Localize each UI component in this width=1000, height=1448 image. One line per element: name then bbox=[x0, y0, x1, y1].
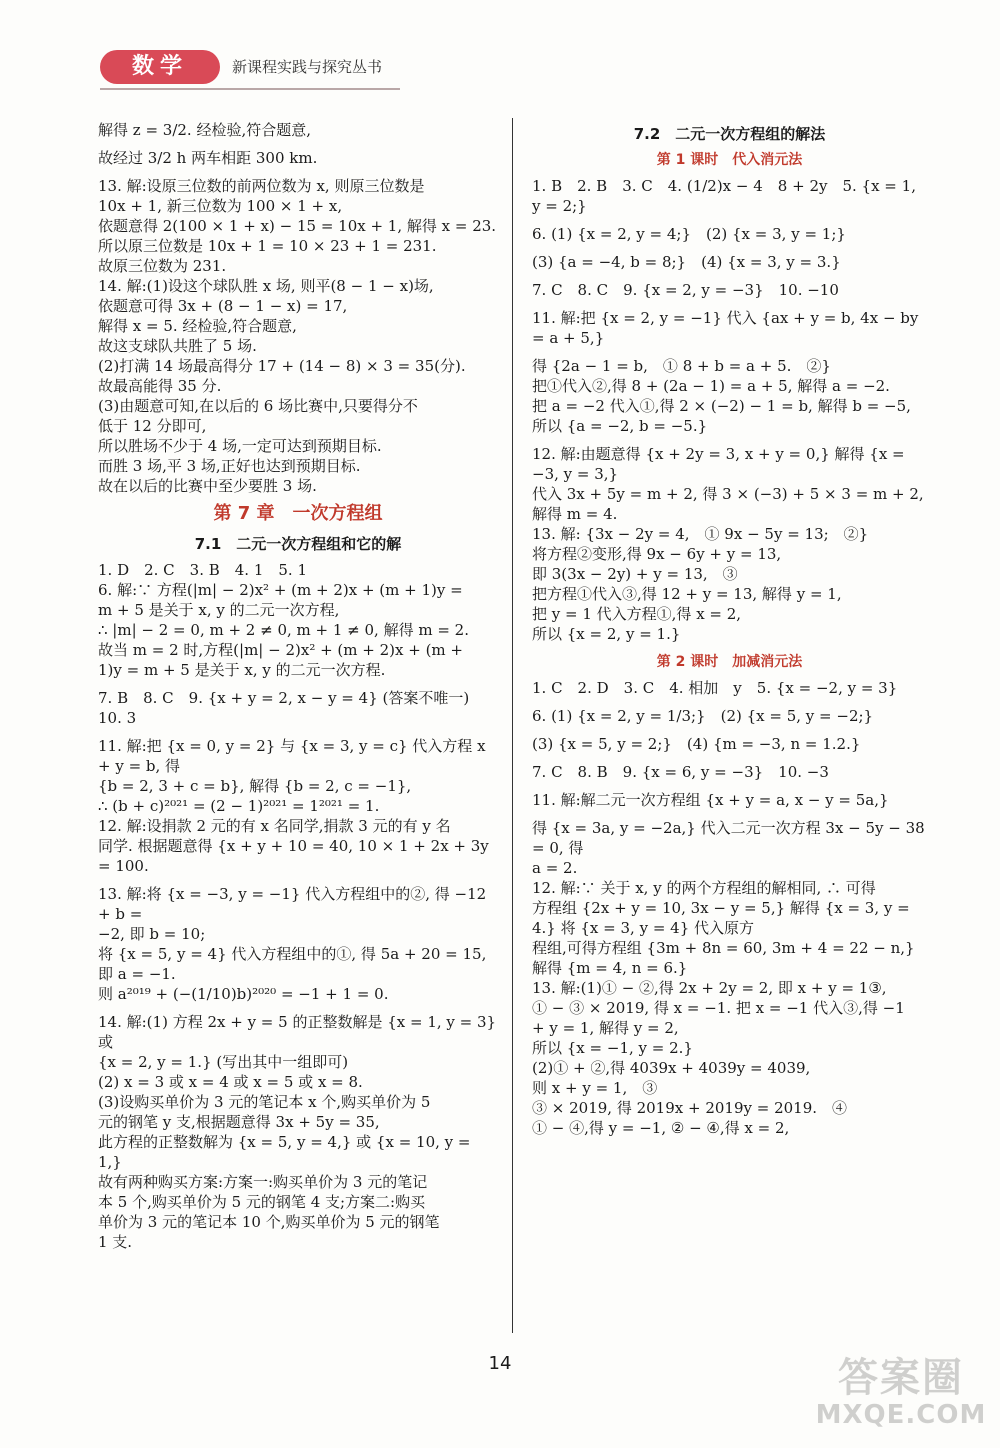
answer-line: + y = 1, 解得 y = 2, bbox=[532, 1019, 679, 1037]
answer-line: 12. 解:由题意得 {x + 2y = 3, x + y = 0,} 解得 {x = −3, y = 3,} bbox=[532, 445, 910, 483]
watermark-logo: 答案圈 bbox=[838, 1355, 964, 1401]
answer-line: 10x + 1, 新三位数为 100 × 1 + x, bbox=[98, 197, 343, 215]
answer-line: 13. 解:将 {x = −3, y = −1} 代入方程组中的②, 得 −12 + b = bbox=[98, 885, 491, 923]
answer-line: 1. B 2. B 3. C 4. (1/2)x − 4 8 + 2y 5. {x = 1, y = 2;} bbox=[532, 177, 921, 215]
answer-line: (2)打满 14 场最高得分 17 + (14 − 8) × 3 = 35(分). bbox=[98, 357, 466, 375]
answer-line: 将 {x = 5, y = 4} 代入方程组中的①, 得 5a + 20 = 15, 即 a = −1. bbox=[98, 945, 492, 983]
answer-line: 13. 解:(1)① − ②,得 2x + 2y = 2, 即 x + y = 1③, bbox=[532, 979, 887, 997]
spacer bbox=[532, 698, 927, 706]
section-heading: 7.2 二元一次方程组的解法 bbox=[633, 125, 826, 143]
left-answer-column bbox=[98, 120, 501, 1252]
answer-line: 6. 解:∵ 方程(|m| − 2)x² + (m + 2)x + (m + 1)y = bbox=[98, 581, 463, 599]
answer-line: 11. 解:把 {x = 0, y = 2} 与 {x = 3, y = c} 代入方程 x + y = b, 得 bbox=[98, 737, 491, 775]
answer-line: 所以 {x = −1, y = 2.} bbox=[532, 1039, 693, 1057]
answer-line: 本 5 个,购买单价为 5 元的钢笔 4 支;方案二:购买 bbox=[98, 1193, 426, 1211]
section-heading: 7.1 二元一次方程组和它的解 bbox=[194, 535, 402, 553]
spacer bbox=[98, 1004, 498, 1012]
answer-line: 依题意得 2(100 × 1 + x) − 15 = 10x + 1, 解得 x = 23. bbox=[98, 217, 497, 235]
answer-line: 解得 z = 3/2. 经检验,符合题意, bbox=[98, 121, 311, 139]
answer-line: 1. C 2. D 3. C 4. 相加 y 5. {x = −2, y = 3} bbox=[532, 679, 898, 697]
column-divider bbox=[512, 118, 513, 1333]
answer-line: 方程组 {2x + y = 10, 3x − y = 5,} 解得 {x = 3, y = 4.} 将 {x = 3, y = 4} 代入原方 bbox=[532, 899, 915, 937]
answer-line: 故原三位数为 231. bbox=[98, 257, 227, 275]
spacer bbox=[532, 644, 927, 652]
spacer bbox=[98, 876, 498, 884]
answer-line: 把①代入②,得 8 + (2a − 1) = a + 5, 解得 a = −2. bbox=[532, 377, 890, 395]
answer-line: 11. 解:把 {x = 2, y = −1} 代入 {ax + y = b, 4x − by = a + 5,} bbox=[532, 309, 924, 347]
answer-line: {x = 2, y = 1.} (写出其中一组即可) bbox=[98, 1053, 349, 1071]
answer-line: a = 2. bbox=[532, 859, 578, 877]
subject-badge: 数学 bbox=[100, 50, 220, 84]
answer-line: 12. 解:设捐款 2 元的有 x 名同学,捐款 3 元的有 y 名 bbox=[98, 817, 451, 835]
answer-line: (3) {x = 5, y = 2;} (4) {m = −3, n = 1.2.} bbox=[532, 735, 861, 753]
answer-line: (3) {a = −4, b = 8;} (4) {x = 3, y = 3.} bbox=[532, 253, 841, 271]
answer-line: −2, 即 b = 10; bbox=[98, 925, 206, 943]
lesson-heading: 第 2 课时 加减消元法 bbox=[656, 654, 803, 670]
spacer bbox=[532, 754, 927, 762]
answer-line: ∴ (b + c)²⁰²¹ = (2 − 1)²⁰²¹ = 1²⁰²¹ = 1. bbox=[98, 797, 380, 815]
answer-line: 即 3(3x − 2y) + y = 13, ③ bbox=[532, 565, 738, 583]
answer-line: 把方程①代入③,得 12 + y = 13, 解得 y = 1, bbox=[532, 585, 842, 603]
answer-line: 则 a²⁰¹⁹ + (−(1/10)b)²⁰²⁰ = −1 + 1 = 0. bbox=[98, 985, 389, 1003]
answer-line: 7. C 8. C 9. {x = 2, y = −3} 10. −10 bbox=[532, 281, 839, 299]
answer-line: 得 {x = 3a, y = −2a,} 代入二元一次方程 3x − 5y − 38 = 0, 得 bbox=[532, 819, 930, 857]
spacer bbox=[532, 436, 927, 444]
right-answer-column bbox=[532, 120, 930, 1138]
answer-line: 7. C 8. B 9. {x = 6, y = −3} 10. −3 bbox=[532, 763, 829, 781]
answer-line: 1 支. bbox=[98, 1233, 133, 1251]
answer-line: 1. D 2. C 3. B 4. 1 5. 1 bbox=[98, 561, 308, 579]
answer-line: 故有两种购买方案:方案一:购买单价为 3 元的笔记 bbox=[98, 1173, 428, 1191]
answer-line: 13. 解:设原三位数的前两位数为 x, 则原三位数是 bbox=[98, 177, 425, 195]
answer-line: 11. 解:解二元一次方程组 {x + y = a, x − y = 5a,} bbox=[532, 791, 889, 809]
spacer bbox=[532, 300, 927, 308]
answer-line: 同学. 根据题意得 {x + y + 10 = 40, 10 × 1 + 2x + 3y = 100. bbox=[98, 837, 494, 875]
answer-line: ① − ④,得 y = −1, ② − ④,得 x = 2, bbox=[532, 1119, 790, 1137]
answer-line: 把 a = −2 代入①,得 2 × (−2) − 1 = b, 解得 b = −5, bbox=[532, 397, 911, 415]
answer-line: 故这支球队共胜了 5 场. bbox=[98, 337, 257, 355]
answer-line: ① − ③ × 2019, 得 x = −1. 把 x = −1 代入③,得 −1 bbox=[532, 999, 905, 1017]
answer-line: ③ × 2019, 得 2019x + 2019y = 2019. ④ bbox=[532, 1099, 848, 1117]
answer-line: 所以 {a = −2, b = −5.} bbox=[532, 417, 708, 435]
answer-line: 1)y = m + 5 是关于 x, y 的二元一次方程. bbox=[98, 661, 386, 679]
answer-line: ∴ |m| − 2 = 0, m + 2 ≠ 0, m + 1 ≠ 0, 解得 m = 2. bbox=[98, 621, 469, 639]
answer-line: 则 x + y = 1, ③ bbox=[532, 1079, 658, 1097]
answer-line: 此方程的正整数解为 {x = 5, y = 4,} 或 {x = 10, y = 1,} bbox=[98, 1133, 476, 1171]
answer-line: 解得 m = 4. bbox=[532, 505, 618, 523]
spacer bbox=[532, 782, 927, 790]
page-number: 14 bbox=[488, 1353, 512, 1374]
answer-line: 6. (1) {x = 2, y = 1/3;} (2) {x = 5, y = −2;} bbox=[532, 707, 874, 725]
answer-line: 所以原三位数是 10x + 1 = 10 × 23 + 1 = 231. bbox=[98, 237, 437, 255]
answer-line: 12. 解:∵ 关于 x, y 的两个方程组的解相同, ∴ 可得 bbox=[532, 879, 876, 897]
answer-line: 13. 解: {3x − 2y = 4, ① 9x − 5y = 13; ②} bbox=[532, 525, 869, 543]
chapter-heading: 第 7 章 一次方程组 bbox=[213, 503, 383, 524]
answer-line: 低于 12 分即可, bbox=[98, 417, 207, 435]
answer-line: (3)设购买单价为 3 元的笔记本 x 个,购买单价为 5 bbox=[98, 1093, 431, 1111]
spacer bbox=[532, 726, 927, 734]
answer-line: m + 5 是关于 x, y 的二元一次方程, bbox=[98, 601, 340, 619]
answer-line: 程组,可得方程组 {3m + 8n = 60, 3m + 4 = 22 − n,} 解得 {m = 4, n = 6.} bbox=[532, 939, 920, 977]
answer-line: (3)由题意可知,在以后的 6 场比赛中,只要得分不 bbox=[98, 397, 418, 415]
answer-line: 依题意可得 3x + (8 − 1 − x) = 17, bbox=[98, 297, 348, 315]
answer-line: (2)① + ②,得 4039x + 4039y = 4039, bbox=[532, 1059, 811, 1077]
answer-line: 代入 3x + 5y = m + 2, 得 3 × (−3) + 5 × 3 = m + 2, bbox=[532, 485, 924, 503]
spacer bbox=[532, 244, 927, 252]
watermark-domain: MXQE.COM bbox=[815, 1400, 987, 1430]
watermark bbox=[812, 1356, 990, 1436]
answer-line: 而胜 3 场,平 3 场,正好也达到预期目标. bbox=[98, 457, 361, 475]
answer-line: 故在以后的比赛中至少要胜 3 场. bbox=[98, 477, 317, 495]
answer-line: 14. 解:(1)设这个球队胜 x 场, 则平(8 − 1 − x)场, bbox=[98, 277, 434, 295]
answer-line: 所以胜场不少于 4 场,一定可达到预期目标. bbox=[98, 437, 382, 455]
answer-line: (2) x = 3 或 x = 4 或 x = 5 或 x = 8. bbox=[98, 1073, 363, 1091]
answer-line: 所以 {x = 2, y = 1.} bbox=[532, 625, 681, 643]
answer-line: 7. B 8. C 9. {x + y = 2, x − y = 4} (答案不唯一) 10. 3 bbox=[98, 689, 485, 727]
answer-line: 将方程②变形,得 9x − 6y + y = 13, bbox=[532, 545, 782, 563]
answer-line: 6. (1) {x = 2, y = 4;} (2) {x = 3, y = 1;} bbox=[532, 225, 846, 243]
answer-line: {b = 2, 3 + c = b}, 解得 {b = 2, c = −1}, bbox=[98, 777, 412, 795]
answer-line: 单价为 3 元的笔记本 10 个,购买单价为 5 元的钢笔 bbox=[98, 1213, 440, 1231]
series-title: 新课程实践与探究丛书 bbox=[232, 58, 383, 76]
spacer bbox=[98, 140, 498, 148]
spacer bbox=[532, 810, 927, 818]
spacer bbox=[98, 680, 498, 688]
spacer bbox=[532, 348, 927, 356]
spacer bbox=[98, 728, 498, 736]
answer-line: 故当 m = 2 时,方程(|m| − 2)x² + (m + 2)x + (m + bbox=[98, 641, 463, 659]
answer-line: 解得 x = 5. 经检验,符合题意, bbox=[98, 317, 297, 335]
spacer bbox=[532, 216, 927, 224]
spacer bbox=[98, 168, 498, 176]
answer-line: 故最高能得 35 分. bbox=[98, 377, 222, 395]
answer-line: 14. 解:(1) 方程 2x + y = 5 的正整数解是 {x = 1, y = 3} 或 bbox=[98, 1013, 501, 1051]
answer-line: 把 y = 1 代入方程①,得 x = 2, bbox=[532, 605, 742, 623]
answer-line: 元的钢笔 y 支,根据题意得 3x + 5y = 35, bbox=[98, 1113, 380, 1131]
spacer bbox=[532, 272, 927, 280]
answer-line: 故经过 3/2 h 两车相距 300 km. bbox=[98, 149, 318, 167]
lesson-heading: 第 1 课时 代入消元法 bbox=[656, 152, 803, 168]
header-rule bbox=[100, 88, 400, 90]
answer-line: 得 {2a − 1 = b, ① 8 + b = a + 5. ②} bbox=[532, 357, 831, 375]
